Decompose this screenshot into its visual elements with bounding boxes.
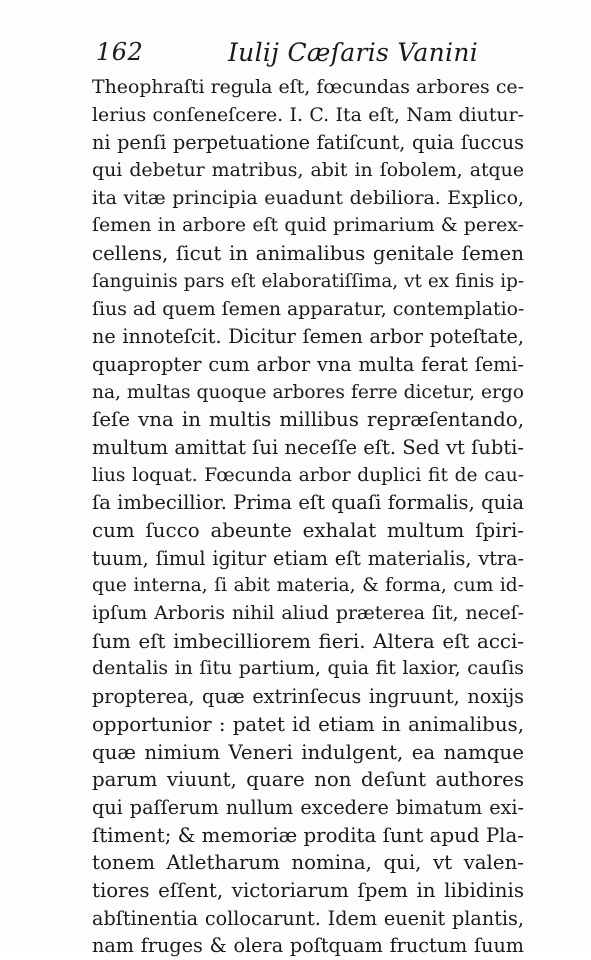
text-line: ſemen in arbore eſt quid primarium & perex- [92, 214, 524, 237]
text-line: ne innoteſcit. Dicitur ſemen arbor poteſtate, [92, 325, 524, 349]
text-line: parum viuunt, quare non deſunt authores [92, 768, 524, 792]
text-line: quapropter cum arbor vna multa ferat ſemi- [92, 352, 524, 376]
text-line: cum ſucco abeunte exhalat multum ſpiri- [92, 519, 524, 542]
text-line: multum amittat ſui neceſſe eſt. Sed vt ſubti- [92, 435, 524, 459]
text-line: tiores eſſent, victoriarum ſpem in libidinis [92, 878, 524, 902]
text-line: qui debetur matribus, abit in ſobolem, atque [92, 159, 524, 182]
text-line: nam fruges & olera poſtquam fructum ſuum [92, 934, 524, 958]
text-line: ſanguinis pars eſt elaboratiſſima, vt ex finis ip- [92, 270, 524, 292]
text-line: tuum, ſimul igitur etiam eſt materialis, vtra- [92, 546, 524, 570]
text-line: ſius ad quem ſemen apparatur, contemplatio- [92, 297, 524, 320]
page-header [96, 38, 536, 72]
page-number: 162 [96, 38, 144, 66]
text-line: ipſum Arboris nihil aliud præterea ſit, neceſ- [92, 602, 524, 625]
text-line: na, multas quoque arbores ferre dicetur, ergo [92, 381, 524, 403]
text-line: Theophraſti regula eſt, fœcundas arbores ce- [92, 76, 524, 98]
text-line: propterea, quæ extrinſecus ingruunt, noxijs [92, 685, 524, 709]
text-line: abſtinentia collocarunt. Idem euenit plantis, [92, 906, 524, 930]
text-line: ſtiment; & memoriæ prodita ſunt apud Pla- [92, 823, 524, 847]
text-line: opportunior : patet id etiam in animalibus, [92, 712, 524, 736]
text-line: cellens, ſicut in animalibus genitale ſemen [92, 242, 524, 266]
text-line: lerius conſeneſcere. I. C. Ita eſt, Nam diutur- [92, 103, 524, 126]
text-line: que interna, ſi abit materia, & forma, cum id- [92, 575, 524, 597]
text-line: ſa imbecillior. Prima eſt quaſi formalis, quia [92, 491, 524, 515]
text-line: quæ nimium Veneri indulgent, ea namque [92, 740, 524, 764]
body-text [92, 74, 524, 960]
text-line: dentalis in ſitu partium, quia fit laxior, cauſis [92, 657, 524, 680]
text-line: tonem Atletharum nomina, qui, vt valen- [92, 851, 524, 875]
text-line: lius loquat. Fœcunda arbor duplici fit de cau- [92, 464, 524, 486]
text-line: ni penſi perpetuatione fatiſcunt, quia ſuccus [92, 131, 524, 155]
text-line: ſeſe vna in multis millibus repræſentando, [92, 408, 524, 432]
running-title: Iulij Cæſaris Vanini [228, 38, 479, 67]
text-line: ſum eſt imbecilliorem fieri. Altera eſt acci- [92, 629, 524, 653]
text-line: ita vitæ principia euadunt debiliora. Explico, [92, 186, 524, 209]
text-line: qui paſſerum nullum excedere bimatum exi- [92, 795, 524, 819]
